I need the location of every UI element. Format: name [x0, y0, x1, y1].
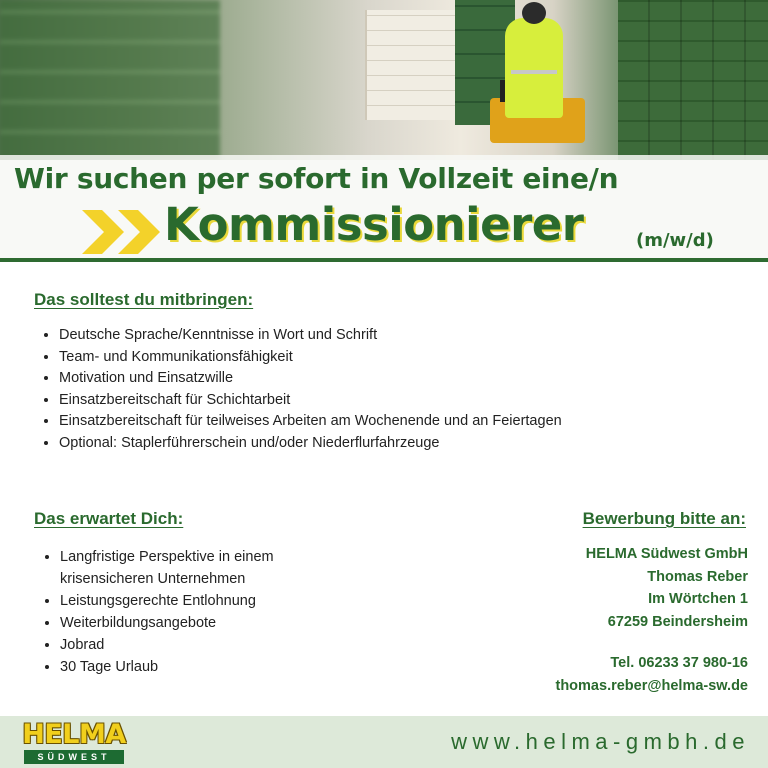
job-title: Kommissionierer	[164, 198, 584, 251]
list-item: • Optional: Staplerführerschein und/oder Niederflurfahrzeuge	[59, 433, 562, 455]
stacked-boxes	[365, 10, 457, 120]
shelving-right	[618, 0, 768, 160]
contact-city: 67259 Beindersheim	[607, 613, 748, 630]
offer-list	[35, 546, 310, 678]
hero-photo	[0, 0, 768, 160]
company-logo	[14, 720, 134, 766]
section-divider	[0, 258, 768, 262]
list-item: • Deutsche Sprache/Kenntnisse in Wort und Schrift	[59, 325, 562, 347]
contact-heading: Bewerbung bitte an:	[582, 509, 746, 528]
contact-phone: Tel. 06233 37 980-16	[610, 655, 748, 671]
list-item: • Weiterbildungsangebote	[60, 612, 310, 634]
list-item: • Team- und Kommunikationsfähigkeit	[59, 347, 562, 369]
contact-person: Thomas Reber	[647, 568, 748, 585]
list-item: • Einsatzbereitschaft für teilweises Arbeiten am Wochenende und an Feiertagen	[59, 411, 562, 433]
double-chevron-right-icon	[80, 208, 164, 256]
warehouse-worker	[505, 18, 563, 118]
gender-suffix: (m/w/d)	[636, 230, 714, 251]
headline: Wir suchen per sofort in Vollzeit eine/n	[14, 162, 619, 195]
list-item: • Leistungsgerechte Entlohnung	[60, 590, 310, 612]
contact-street: Im Wörtchen 1	[648, 591, 748, 607]
list-item: • Motivation und Einsatzwille	[59, 368, 562, 390]
logo-subtext: SÜDWEST	[24, 750, 124, 764]
contact-block	[488, 543, 748, 697]
contact-spacer	[488, 633, 748, 652]
list-item: • Langfristige Perspektive in einem krisensicheren Unternehmen	[60, 546, 310, 590]
logo-wordmark: HELMA	[22, 719, 126, 750]
contact-email[interactable]: thomas.reber@helma-sw.de	[555, 677, 748, 694]
list-item: • Einsatzbereitschaft für Schichtarbeit	[59, 390, 562, 412]
requirements-list	[34, 325, 562, 454]
contact-company: HELMA Südwest GmbH	[585, 546, 748, 562]
shelving-left	[0, 0, 220, 160]
website-link[interactable]: www.helma-gmbh.de	[451, 729, 750, 754]
requirements-heading: Das solltest du mitbringen:	[34, 290, 254, 309]
list-item: • Jobrad	[60, 634, 310, 656]
offer-heading: Das erwartet Dich:	[34, 509, 184, 528]
list-item: • 30 Tage Urlaub	[60, 656, 310, 678]
